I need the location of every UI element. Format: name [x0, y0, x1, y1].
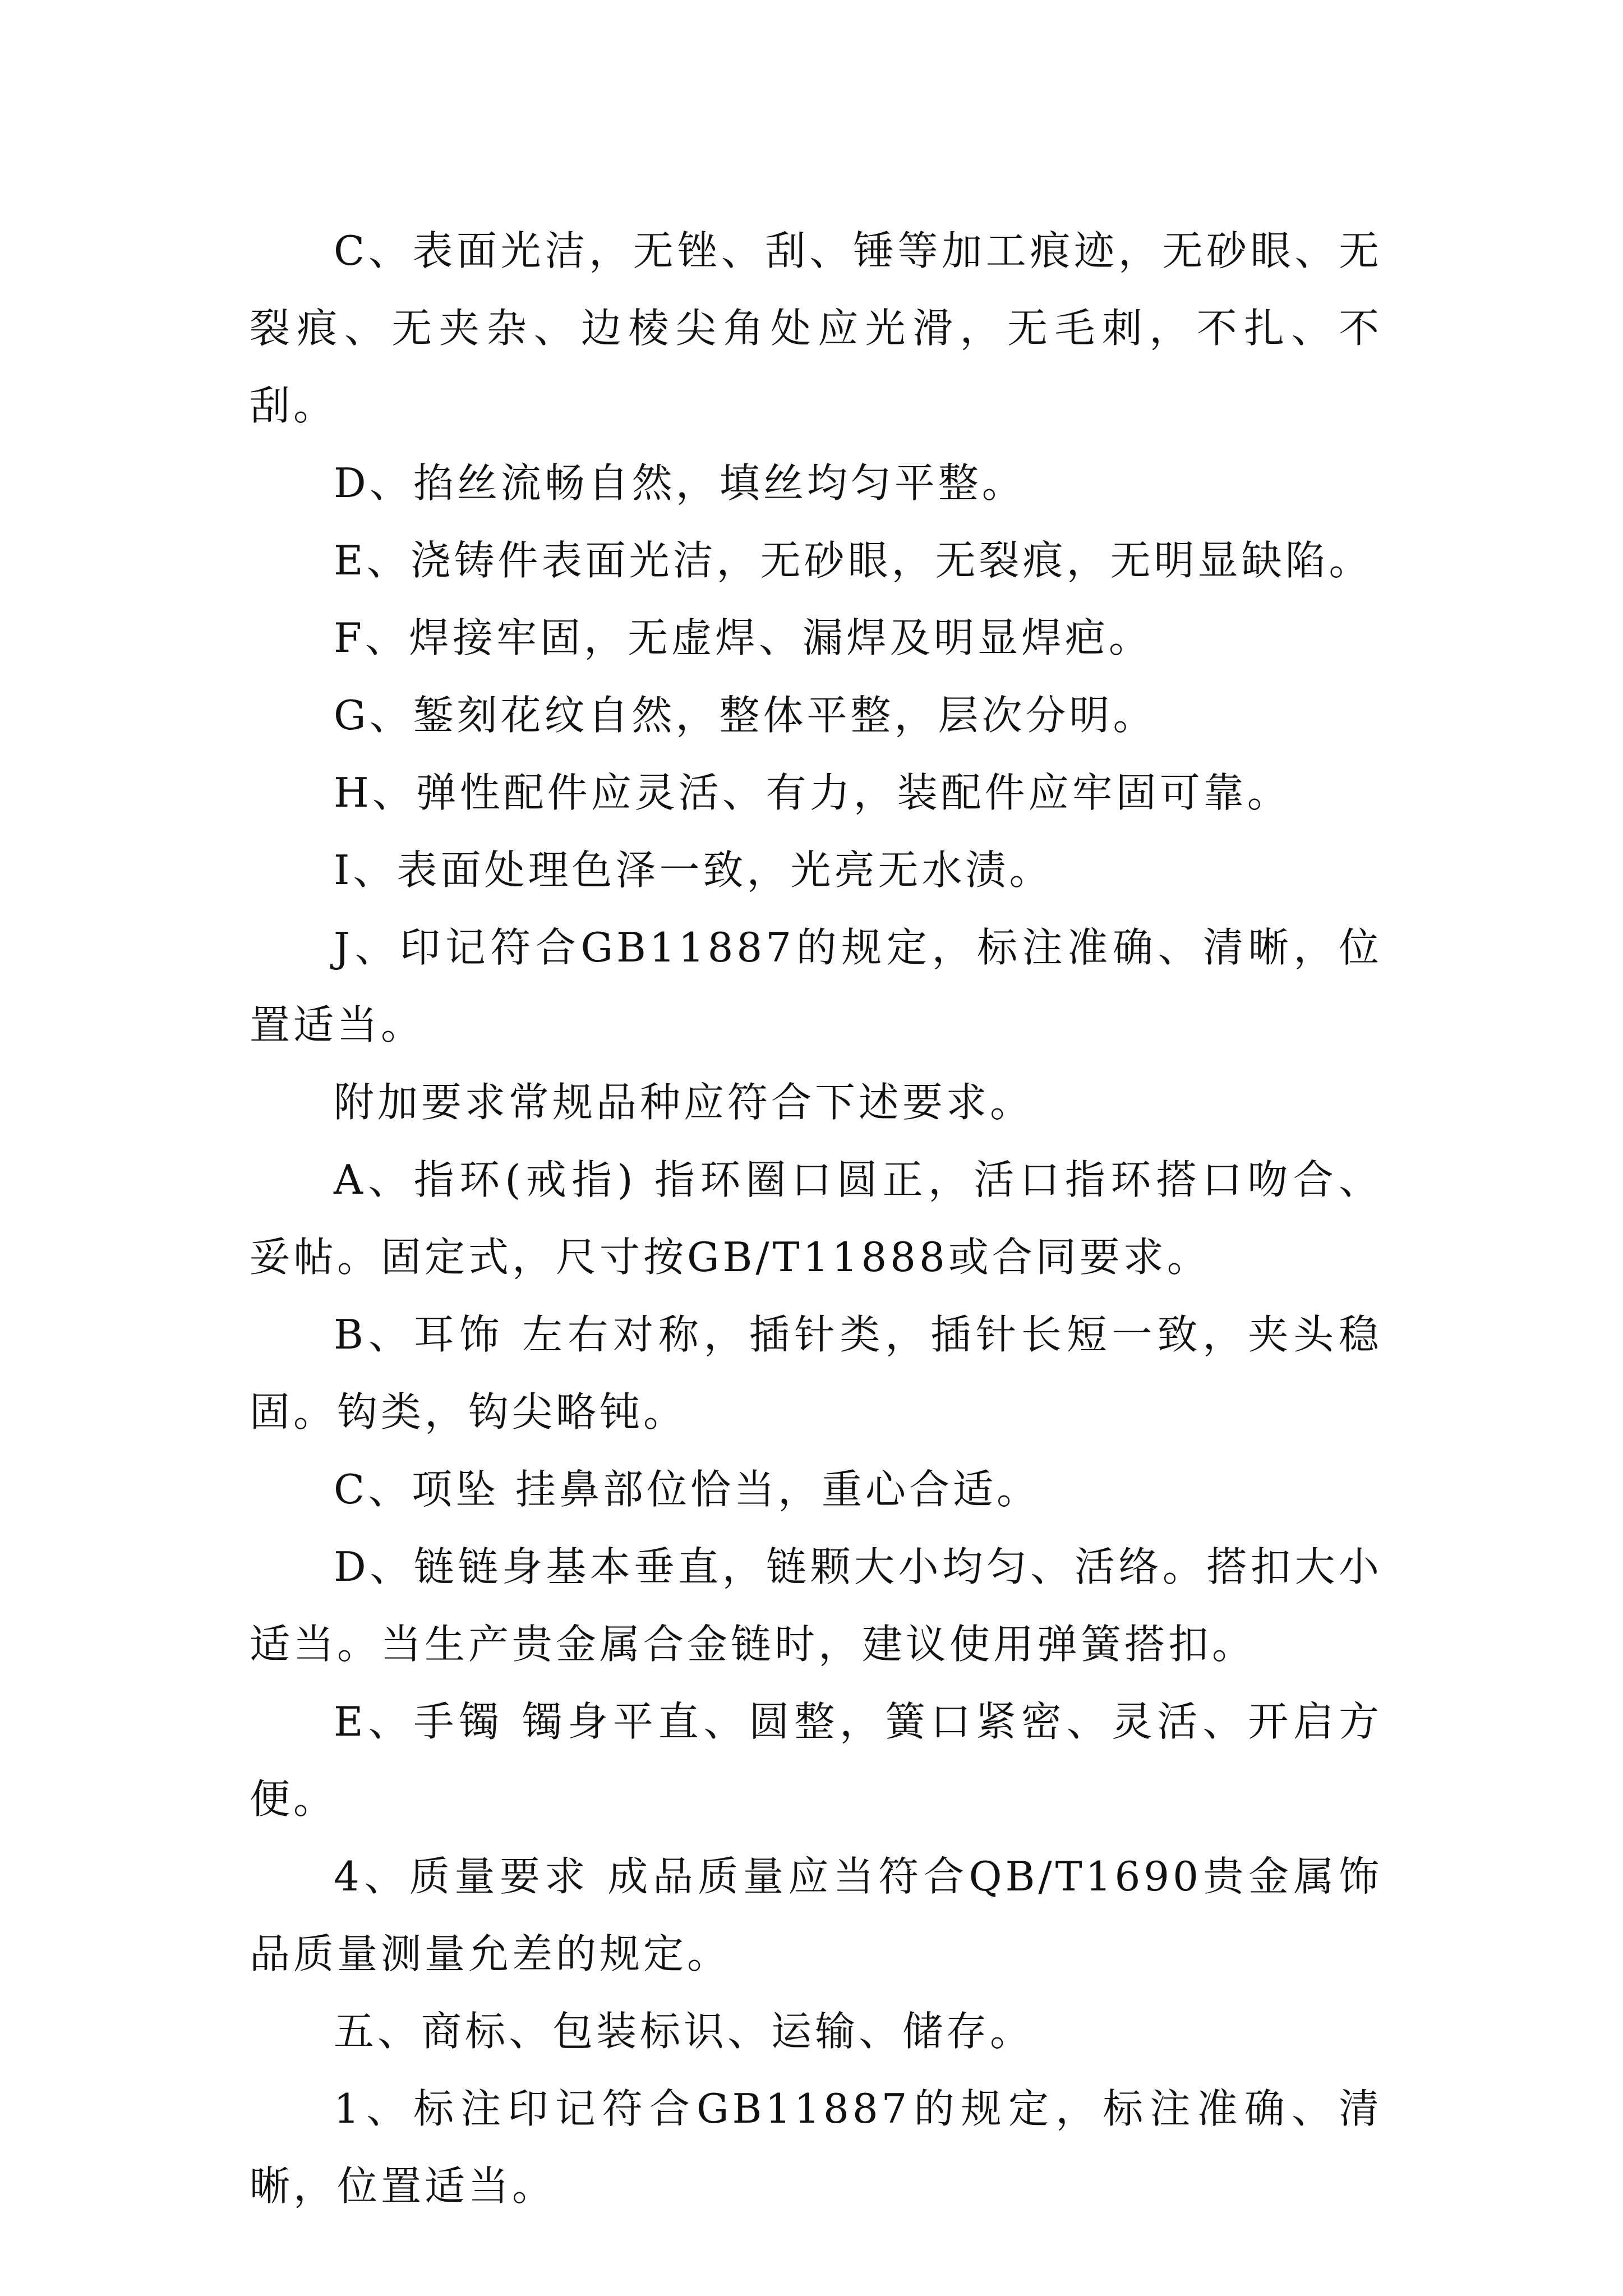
- paragraph-surface-finish: C、表面光洁，无锉、刮、锤等加工痕迹，无砂眼、无裂痕、无夹杂、边棱尖角处应光滑，无毛刺，不扎、不刮。: [250, 227, 1382, 429]
- paragraph-surface-treatment: I、表面处理色泽一致，光亮无水渍。: [334, 846, 1053, 894]
- paragraph-chain: D、链链身基本垂直，链颗大小均匀、活络。搭扣大小适当。当生产贵金属合金链时，建议使用弹簧搭扣。: [250, 1543, 1382, 1668]
- paragraph-elastic-parts: H、弹性配件应灵活、有力，装配件应牢固可靠。: [334, 769, 1291, 816]
- paragraph-earrings: B、耳饰 左右对称，插针类，插针长短一致，夹头稳固。钩类，钩尖略钝。: [250, 1311, 1382, 1435]
- paragraph-welding: F、焊接牢固，无虚焊、漏焊及明显焊疤。: [334, 614, 1152, 661]
- paragraph-engraving: G、錾刻花纹自然，整体平整，层次分明。: [334, 692, 1157, 739]
- paragraph-additional-requirements: 附加要求常规品种应符合下述要求。: [334, 1079, 1034, 1126]
- paragraph-pendant: C、项坠 挂鼻部位恰当，重心合适。: [334, 1466, 1040, 1513]
- paragraph-casting: E、浇铸件表面光洁，无砂眼，无裂痕，无明显缺陷。: [334, 537, 1373, 584]
- paragraph-ring: A、指环(戒指) 指环圈口圆正，活口指环搭口吻合、妥帖。固定式，尺寸按GB/T11888或合同要求。: [250, 1156, 1382, 1281]
- section-heading-trademark-packaging: 五、商标、包装标识、运输、储存。: [334, 2008, 1034, 2055]
- paragraph-marking: J、印记符合GB11887的规定，标注准确、清晰，位置适当。: [250, 924, 1382, 1048]
- paragraph-bracelet: E、手镯 镯身平直、圆整，簧口紧密、灵活、开启方便。: [250, 1698, 1382, 1823]
- paragraph-filigree: D、掐丝流畅自然，填丝均匀平整。: [334, 459, 1026, 507]
- document-body: [250, 212, 1382, 2225]
- paragraph-marking-compliance: 1、标注印记符合GB11887的规定，标注准确、清晰，位置适当。: [250, 2085, 1382, 2210]
- paragraph-quality-requirements: 4、质量要求 成品质量应当符合QB/T1690贵金属饰品质量测量允差的规定。: [250, 1853, 1382, 1977]
